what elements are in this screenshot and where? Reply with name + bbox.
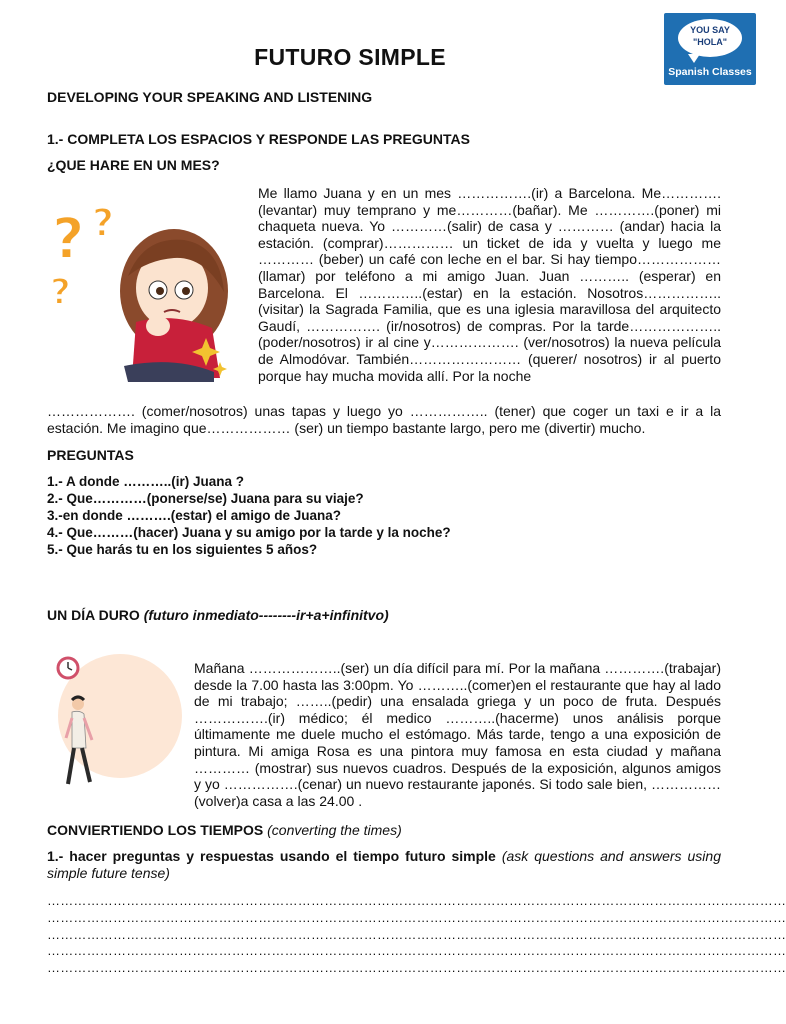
exercise-1-heading: 1.- COMPLETA LOS ESPACIOS Y RESPONDE LAS PREGUNTAS: [47, 131, 470, 147]
instruction-note: (ask questions and answers using simple future tense): [47, 848, 721, 881]
question-2: 2.- Que…………(ponerse/se) Juana para su viaje?: [47, 491, 364, 506]
section-heading-dia-duro: [47, 607, 389, 623]
answer-line-2[interactable]: ……………………………………………………………………………………………………………………………………………………: [47, 909, 786, 925]
preguntas-heading: PREGUNTAS: [47, 447, 134, 463]
dia-duro-note: (futuro inmediato--------ir+a+infinitvo): [143, 607, 389, 623]
answer-lines: [47, 893, 786, 977]
paragraph-juana-wrap: [258, 185, 721, 384]
logo-line-3: Spanish Classes: [668, 66, 752, 78]
paragraph-juana-text: Me llamo Juana y en un mes …………….(ir) a Barcelona. Me………….(levantar) muy temprano y me…………(bañar). Me ………….(poner) mi chaqueta nueva. Yo …………(salir) de casa y ………… (andar) hacia la estación. (comprar)…………… un ticket de ida y vuelta y luego me ………… (beber) un café con leche en el bar. Si hay tiempo……………… (llamar) por teléfono a mi amigo Juan. Juan ……….. (esperar) en Barcelona. El …………..(estar) en la estación. Nosotros…………….. (visitar) la Sagrada Familia, que es una iglesia maravillosa del arquitecto Gaudí, ……………. (ir/nosotros) de compras. Por la tarde………………..(poder/nosotros) ir al cine y………………. (ver/nosotros) la nueva película de Almodóvar. También…………………… (querer/ nosotros) ir al puerto porque hay mucha movida allí. Por la noche: [258, 185, 721, 384]
question-5: 5.- Que harás tu en los siguientes 5 años?: [47, 542, 318, 557]
logo-line-1: YOU SAY: [690, 25, 730, 35]
instruction-text: [47, 848, 721, 881]
svg-text:?: ?: [50, 272, 71, 313]
tired-man-illustration: [34, 652, 184, 802]
instruction-main: 1.- hacer preguntas y respuestas usando el tiempo futuro simple: [47, 848, 496, 864]
paragraph-dia-duro: Mañana ………………..(ser) un día difícil para mí. Por la mañana ………….(trabajar) desde la 7.00 hasta las 3:00pm. Yo ………..(comer)en el restaurante que hay al lado de mi trabajo; ……..(pedir) una ensalada griega y un poco de fruta. Después …………….(ir) médico; él medico ………..(hacerme) unos análisis porque últimamente me duele mucho el estómago. Más tarde, tengo a una exposición de pintura. Mi amiga Rosa es una pintora muy famosa en esta ciudad y mañana ………… (mostrar) sus nuevos cuadros. Después de la exposición, algunos amigos y yo …………….(cenar) un nuevo restaurante japonés. Si todo sale bien, ……………(volver)a casa a las 24.00 .: [194, 660, 721, 809]
question-mark-icon: [50, 201, 114, 313]
thinking-girl-illustration: [44, 196, 244, 386]
dia-duro-title: UN DÍA DURO: [47, 607, 140, 623]
answer-line-4[interactable]: ……………………………………………………………………………………………………………………………………………………: [47, 943, 786, 959]
converting-note: (converting the times): [267, 822, 402, 838]
converting-title: CONVIERTIENDO LOS TIEMPOS: [47, 822, 264, 838]
question-3: 3.-en donde ……….(estar) el amigo de Juana?: [47, 508, 342, 523]
logo-line-2: "HOLA": [692, 37, 728, 47]
answer-line-1[interactable]: ……………………………………………………………………………………………………………………………………………………: [47, 893, 786, 908]
answer-line-3[interactable]: ……………………………………………………………………………………………………………………………………………………: [47, 926, 786, 942]
page-title: FUTURO SIMPLE: [254, 44, 446, 70]
section-heading-converting: [47, 822, 402, 838]
question-4: 4.- Que………(hacer) Juana y su amigo por la tarde y la noche?: [47, 525, 451, 540]
question-heading: ¿QUE HARE EN UN MES?: [47, 157, 220, 173]
answer-line-5[interactable]: ……………………………………………………………………………………………………………………………………………………: [47, 960, 786, 976]
section-heading-speaking: DEVELOPING YOUR SPEAKING AND LISTENING: [47, 89, 373, 105]
svg-text:?: ?: [92, 201, 115, 245]
question-1: 1.- A donde ………..(ir) Juana ?: [47, 474, 245, 489]
svg-text:?: ?: [52, 207, 85, 272]
paragraph-juana-full: ………………. (comer/nosotros) unas tapas y luego yo …………….. (tener) que coger un taxi e ir a la estación. Me imagino que……………… (ser) un tiempo bastante largo, pero me (divertir) mucho.: [47, 403, 721, 436]
clock-icon: [58, 658, 78, 678]
spanish-classes-logo: [664, 13, 756, 85]
